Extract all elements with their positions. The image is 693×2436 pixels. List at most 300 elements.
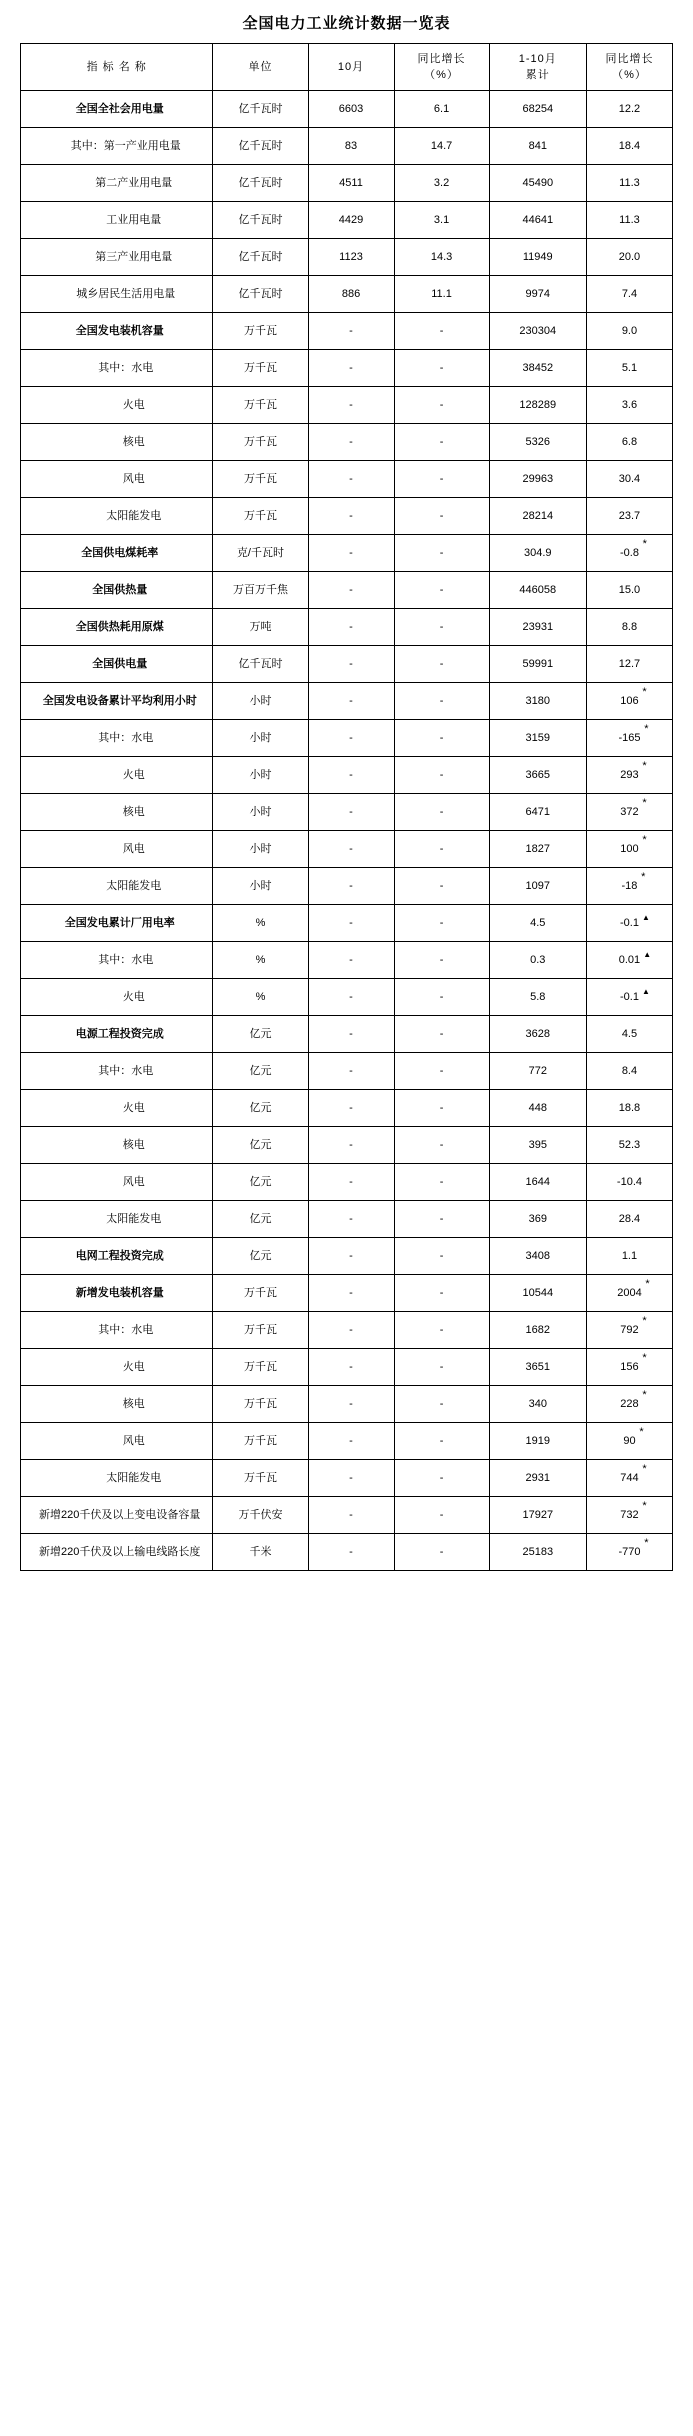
asterisk-icon: * bbox=[642, 1499, 647, 1512]
row-indicator-name: 新增发电装机容量 bbox=[21, 1275, 213, 1312]
row-month-growth: - bbox=[394, 794, 489, 831]
row-accumulated-value: 9974 bbox=[489, 276, 586, 313]
row-accumulated-value: 28214 bbox=[489, 498, 586, 535]
row-month-growth: - bbox=[394, 720, 489, 757]
row-accumulated-value: 340 bbox=[489, 1386, 586, 1423]
row-accumulated-growth bbox=[586, 868, 672, 905]
row-accumulated-growth bbox=[586, 1497, 672, 1534]
row-month-growth: - bbox=[394, 1164, 489, 1201]
row-unit: 万百万千焦 bbox=[213, 572, 308, 609]
row-month-value: - bbox=[308, 498, 394, 535]
row-month-value: - bbox=[308, 720, 394, 757]
table-row bbox=[21, 128, 673, 165]
header-month: 10月 bbox=[308, 44, 394, 91]
row-accumulated-value: 10544 bbox=[489, 1275, 586, 1312]
table-row bbox=[21, 794, 673, 831]
table-row bbox=[21, 1349, 673, 1386]
table-body bbox=[21, 91, 673, 1571]
row-month-growth: - bbox=[394, 683, 489, 720]
table-row bbox=[21, 646, 673, 683]
row-month-value: - bbox=[308, 609, 394, 646]
row-accumulated-growth-value: -18 * bbox=[621, 870, 646, 892]
row-month-value: - bbox=[308, 424, 394, 461]
row-month-growth: - bbox=[394, 535, 489, 572]
row-accumulated-growth bbox=[586, 720, 672, 757]
asterisk-icon: * bbox=[642, 796, 647, 809]
row-indicator-name: 全国供热量 bbox=[21, 572, 213, 609]
row-month-growth: - bbox=[394, 1090, 489, 1127]
row-indicator-name: 新增220千伏及以上输电线路长度 bbox=[21, 1534, 213, 1571]
table-row bbox=[21, 1053, 673, 1090]
row-accumulated-growth-value: -0.1 ▲ bbox=[619, 912, 650, 929]
row-indicator-name: 火电 bbox=[21, 757, 213, 794]
row-accumulated-growth bbox=[586, 1312, 672, 1349]
row-unit: 克/千瓦时 bbox=[213, 535, 308, 572]
row-accumulated-growth-value: 0.01 ▲ bbox=[618, 949, 652, 966]
table-row bbox=[21, 276, 673, 313]
header-month-growth-line2: （%） bbox=[424, 69, 459, 81]
row-accumulated-value: 448 bbox=[489, 1090, 586, 1127]
power-statistics-table bbox=[20, 43, 673, 1571]
row-month-growth: - bbox=[394, 757, 489, 794]
table-row bbox=[21, 1201, 673, 1238]
row-accumulated-growth-value: 1.1 bbox=[621, 1249, 638, 1262]
row-month-value: - bbox=[308, 1090, 394, 1127]
row-accumulated-value: 3665 bbox=[489, 757, 586, 794]
row-indicator-name: 火电 bbox=[21, 387, 213, 424]
row-unit: 亿千瓦时 bbox=[213, 646, 308, 683]
row-accumulated-growth-value: 18.8 bbox=[618, 1101, 641, 1114]
row-month-value: - bbox=[308, 1164, 394, 1201]
row-month-value: - bbox=[308, 794, 394, 831]
row-month-growth: - bbox=[394, 1349, 489, 1386]
row-month-value: 1123 bbox=[308, 239, 394, 276]
row-accumulated-growth bbox=[586, 831, 672, 868]
row-indicator-name: 全国供电煤耗率 bbox=[21, 535, 213, 572]
row-accumulated-growth bbox=[586, 498, 672, 535]
row-accumulated-value: 1097 bbox=[489, 868, 586, 905]
table-row bbox=[21, 498, 673, 535]
row-accumulated-growth bbox=[586, 1016, 672, 1053]
table-row bbox=[21, 905, 673, 942]
row-unit: 小时 bbox=[213, 868, 308, 905]
row-unit: 万千瓦 bbox=[213, 498, 308, 535]
row-month-value: - bbox=[308, 979, 394, 1016]
row-accumulated-value: 4.5 bbox=[489, 905, 586, 942]
row-month-value: - bbox=[308, 868, 394, 905]
row-accumulated-value: 59991 bbox=[489, 646, 586, 683]
table-row bbox=[21, 609, 673, 646]
row-month-value: - bbox=[308, 461, 394, 498]
row-unit: % bbox=[213, 979, 308, 1016]
triangle-icon: ▲ bbox=[642, 986, 650, 996]
row-unit: 亿千瓦时 bbox=[213, 165, 308, 202]
row-month-growth: - bbox=[394, 1201, 489, 1238]
row-month-value: - bbox=[308, 313, 394, 350]
row-indicator-name: 其中：水电 bbox=[21, 350, 213, 387]
row-accumulated-growth bbox=[586, 350, 672, 387]
row-accumulated-growth-value: 156 * bbox=[620, 1351, 647, 1373]
row-unit: 万千瓦 bbox=[213, 350, 308, 387]
row-accumulated-value: 3628 bbox=[489, 1016, 586, 1053]
row-month-value: 4429 bbox=[308, 202, 394, 239]
table-row bbox=[21, 1497, 673, 1534]
row-indicator-name: 风电 bbox=[21, 1423, 213, 1460]
row-accumulated-growth-value: 228 * bbox=[620, 1388, 647, 1410]
row-accumulated-value: 395 bbox=[489, 1127, 586, 1164]
row-accumulated-growth bbox=[586, 313, 672, 350]
table-row bbox=[21, 1164, 673, 1201]
row-accumulated-growth bbox=[586, 424, 672, 461]
row-month-growth: - bbox=[394, 1497, 489, 1534]
row-month-value: - bbox=[308, 831, 394, 868]
row-indicator-name: 第二产业用电量 bbox=[21, 165, 213, 202]
row-accumulated-growth-value: 15.0 bbox=[618, 583, 641, 596]
triangle-icon: ▲ bbox=[642, 912, 650, 922]
header-accumulated-line1: 1-10月 bbox=[518, 52, 557, 65]
triangle-icon: ▲ bbox=[643, 949, 652, 959]
table-row bbox=[21, 165, 673, 202]
row-accumulated-growth-value: 8.4 bbox=[621, 1064, 638, 1077]
table-row bbox=[21, 868, 673, 905]
row-accumulated-growth bbox=[586, 1423, 672, 1460]
row-accumulated-growth bbox=[586, 1053, 672, 1090]
row-indicator-name: 电源工程投资完成 bbox=[21, 1016, 213, 1053]
row-accumulated-growth bbox=[586, 461, 672, 498]
row-accumulated-growth bbox=[586, 683, 672, 720]
asterisk-icon: * bbox=[644, 1536, 649, 1549]
row-indicator-name: 全国发电装机容量 bbox=[21, 313, 213, 350]
row-month-growth: - bbox=[394, 350, 489, 387]
row-accumulated-growth-value: 52.3 bbox=[618, 1138, 641, 1151]
row-month-value: - bbox=[308, 942, 394, 979]
header-accumulated bbox=[489, 44, 586, 91]
row-month-value: - bbox=[308, 1349, 394, 1386]
row-month-value: - bbox=[308, 1238, 394, 1275]
row-accumulated-value: 29963 bbox=[489, 461, 586, 498]
row-indicator-name: 其中：水电 bbox=[21, 1053, 213, 1090]
row-accumulated-value: 45490 bbox=[489, 165, 586, 202]
row-accumulated-growth bbox=[586, 757, 672, 794]
row-accumulated-value: 1827 bbox=[489, 831, 586, 868]
row-month-growth: - bbox=[394, 868, 489, 905]
asterisk-icon: * bbox=[641, 870, 646, 883]
table-row bbox=[21, 1460, 673, 1497]
row-month-value: 83 bbox=[308, 128, 394, 165]
table-row bbox=[21, 350, 673, 387]
table-row bbox=[21, 757, 673, 794]
row-indicator-name: 全国供电量 bbox=[21, 646, 213, 683]
row-unit: 万千瓦 bbox=[213, 1423, 308, 1460]
row-accumulated-value: 1919 bbox=[489, 1423, 586, 1460]
row-unit: 亿千瓦时 bbox=[213, 239, 308, 276]
row-accumulated-growth bbox=[586, 91, 672, 128]
row-month-value: - bbox=[308, 1275, 394, 1312]
row-unit: 万千瓦 bbox=[213, 313, 308, 350]
row-indicator-name: 其中：水电 bbox=[21, 942, 213, 979]
row-accumulated-growth bbox=[586, 1090, 672, 1127]
row-month-growth: - bbox=[394, 498, 489, 535]
row-month-growth: - bbox=[394, 905, 489, 942]
asterisk-icon: * bbox=[642, 1351, 647, 1364]
row-accumulated-value: 1644 bbox=[489, 1164, 586, 1201]
row-indicator-name: 全国供热耗用原煤 bbox=[21, 609, 213, 646]
table-row bbox=[21, 1127, 673, 1164]
table-row bbox=[21, 831, 673, 868]
asterisk-icon: * bbox=[642, 1462, 647, 1475]
row-accumulated-growth-value: -0.1 ▲ bbox=[619, 986, 650, 1003]
row-accumulated-growth-value: 792 * bbox=[620, 1314, 647, 1336]
asterisk-icon: * bbox=[644, 722, 649, 735]
row-indicator-name: 全国发电累计厂用电率 bbox=[21, 905, 213, 942]
row-unit: 小时 bbox=[213, 720, 308, 757]
row-month-value: 6603 bbox=[308, 91, 394, 128]
row-indicator-name: 太阳能发电 bbox=[21, 498, 213, 535]
header-accumulated-growth bbox=[586, 44, 672, 91]
row-month-growth: - bbox=[394, 831, 489, 868]
row-month-value: - bbox=[308, 1053, 394, 1090]
header-accumulated-growth-line2: （%） bbox=[612, 69, 647, 81]
row-month-value: - bbox=[308, 1497, 394, 1534]
row-unit: 万千瓦 bbox=[213, 1460, 308, 1497]
row-month-growth: - bbox=[394, 1016, 489, 1053]
row-accumulated-growth-value: -10.4 bbox=[616, 1175, 642, 1188]
row-accumulated-growth bbox=[586, 128, 672, 165]
row-accumulated-growth-value: 12.2 bbox=[618, 102, 641, 115]
row-month-value: - bbox=[308, 387, 394, 424]
row-accumulated-value: 1682 bbox=[489, 1312, 586, 1349]
row-accumulated-growth bbox=[586, 905, 672, 942]
row-accumulated-growth-value: 30.4 bbox=[618, 472, 641, 485]
row-accumulated-growth bbox=[586, 276, 672, 313]
row-unit: 万千瓦 bbox=[213, 424, 308, 461]
row-unit: 亿元 bbox=[213, 1238, 308, 1275]
row-accumulated-growth bbox=[586, 1460, 672, 1497]
row-accumulated-value: 3651 bbox=[489, 1349, 586, 1386]
row-accumulated-growth-value: 744 * bbox=[620, 1462, 647, 1484]
row-unit: 万吨 bbox=[213, 609, 308, 646]
row-indicator-name: 火电 bbox=[21, 1349, 213, 1386]
row-accumulated-growth bbox=[586, 387, 672, 424]
row-month-growth: - bbox=[394, 979, 489, 1016]
row-month-value: - bbox=[308, 646, 394, 683]
row-unit: 亿元 bbox=[213, 1164, 308, 1201]
row-unit: 亿元 bbox=[213, 1127, 308, 1164]
row-month-growth: - bbox=[394, 461, 489, 498]
table-header bbox=[21, 44, 673, 91]
row-month-growth: - bbox=[394, 942, 489, 979]
row-unit: 小时 bbox=[213, 831, 308, 868]
row-month-growth: - bbox=[394, 646, 489, 683]
row-accumulated-value: 38452 bbox=[489, 350, 586, 387]
row-accumulated-value: 2931 bbox=[489, 1460, 586, 1497]
row-accumulated-growth-value: 372 * bbox=[620, 796, 647, 818]
row-accumulated-growth-value: 12.7 bbox=[618, 657, 641, 670]
row-month-value: 886 bbox=[308, 276, 394, 313]
table-row bbox=[21, 942, 673, 979]
table-row bbox=[21, 461, 673, 498]
row-accumulated-value: 11949 bbox=[489, 239, 586, 276]
row-accumulated-value: 0.3 bbox=[489, 942, 586, 979]
row-unit: 亿元 bbox=[213, 1201, 308, 1238]
row-accumulated-growth bbox=[586, 609, 672, 646]
row-indicator-name: 火电 bbox=[21, 1090, 213, 1127]
row-indicator-name: 风电 bbox=[21, 461, 213, 498]
row-accumulated-growth-value: 2004 * bbox=[617, 1277, 650, 1299]
row-accumulated-value: 3159 bbox=[489, 720, 586, 757]
row-unit: 亿千瓦时 bbox=[213, 128, 308, 165]
row-accumulated-value: 25183 bbox=[489, 1534, 586, 1571]
row-accumulated-growth-value: 11.3 bbox=[619, 176, 640, 189]
row-month-growth: - bbox=[394, 1238, 489, 1275]
row-month-value: - bbox=[308, 1016, 394, 1053]
row-accumulated-growth-value: 3.6 bbox=[621, 398, 638, 411]
row-month-growth: - bbox=[394, 313, 489, 350]
row-unit: 万千伏安 bbox=[213, 1497, 308, 1534]
row-indicator-name: 火电 bbox=[21, 979, 213, 1016]
row-accumulated-value: 772 bbox=[489, 1053, 586, 1090]
row-month-value: - bbox=[308, 905, 394, 942]
row-indicator-name: 工业用电量 bbox=[21, 202, 213, 239]
asterisk-icon: * bbox=[642, 759, 647, 772]
header-row bbox=[21, 44, 673, 91]
row-indicator-name: 第三产业用电量 bbox=[21, 239, 213, 276]
row-unit: 万千瓦 bbox=[213, 461, 308, 498]
row-month-growth: 14.7 bbox=[394, 128, 489, 165]
row-accumulated-growth-value: 293 * bbox=[620, 759, 647, 781]
row-accumulated-value: 304.9 bbox=[489, 535, 586, 572]
row-month-value: - bbox=[308, 1534, 394, 1571]
table-row bbox=[21, 202, 673, 239]
row-month-growth: - bbox=[394, 424, 489, 461]
row-month-growth: 3.2 bbox=[394, 165, 489, 202]
row-indicator-name: 核电 bbox=[21, 794, 213, 831]
table-row bbox=[21, 424, 673, 461]
row-unit: 亿千瓦时 bbox=[213, 91, 308, 128]
header-month-growth bbox=[394, 44, 489, 91]
row-accumulated-growth bbox=[586, 572, 672, 609]
asterisk-icon: * bbox=[642, 1314, 647, 1327]
asterisk-icon: * bbox=[642, 685, 647, 698]
table-row bbox=[21, 1534, 673, 1571]
row-accumulated-growth bbox=[586, 1386, 672, 1423]
row-accumulated-growth bbox=[586, 202, 672, 239]
row-month-growth: 14.3 bbox=[394, 239, 489, 276]
row-month-growth: 3.1 bbox=[394, 202, 489, 239]
row-unit: % bbox=[213, 905, 308, 942]
row-accumulated-growth-value: 4.5 bbox=[621, 1027, 638, 1040]
row-month-growth: - bbox=[394, 387, 489, 424]
table-row bbox=[21, 1238, 673, 1275]
table-row bbox=[21, 1386, 673, 1423]
row-accumulated-value: 44641 bbox=[489, 202, 586, 239]
row-month-growth: 6.1 bbox=[394, 91, 489, 128]
table-row bbox=[21, 1016, 673, 1053]
row-accumulated-growth-value: 7.4 bbox=[621, 287, 638, 300]
row-indicator-name: 太阳能发电 bbox=[21, 868, 213, 905]
row-indicator-name: 核电 bbox=[21, 424, 213, 461]
header-accumulated-line2: 累计 bbox=[525, 69, 550, 81]
row-accumulated-growth-value: 28.4 bbox=[618, 1212, 641, 1225]
row-accumulated-growth bbox=[586, 979, 672, 1016]
row-month-value: - bbox=[308, 1127, 394, 1164]
table-row bbox=[21, 1275, 673, 1312]
row-unit: 小时 bbox=[213, 683, 308, 720]
row-accumulated-growth-value: 8.8 bbox=[621, 620, 638, 633]
table-row bbox=[21, 313, 673, 350]
row-month-value: - bbox=[308, 1423, 394, 1460]
asterisk-icon: * bbox=[642, 1388, 647, 1401]
row-accumulated-growth-value: 106 * bbox=[620, 685, 647, 707]
row-unit: 亿元 bbox=[213, 1090, 308, 1127]
row-accumulated-value: 5.8 bbox=[489, 979, 586, 1016]
row-month-growth: - bbox=[394, 1275, 489, 1312]
row-accumulated-value: 3408 bbox=[489, 1238, 586, 1275]
row-month-value: 4511 bbox=[308, 165, 394, 202]
row-unit: 亿千瓦时 bbox=[213, 276, 308, 313]
row-unit: 小时 bbox=[213, 757, 308, 794]
row-indicator-name: 新增220千伏及以上变电设备容量 bbox=[21, 1497, 213, 1534]
page-title: 全国电力工业统计数据一览表 bbox=[242, 15, 451, 32]
row-unit: 亿元 bbox=[213, 1053, 308, 1090]
row-accumulated-value: 446058 bbox=[489, 572, 586, 609]
row-month-growth: - bbox=[394, 1386, 489, 1423]
row-accumulated-growth bbox=[586, 646, 672, 683]
asterisk-icon: * bbox=[642, 537, 647, 550]
row-month-growth: - bbox=[394, 572, 489, 609]
row-month-growth: - bbox=[394, 1127, 489, 1164]
asterisk-icon: * bbox=[639, 1425, 644, 1438]
row-accumulated-growth-value: -0.8 * bbox=[619, 537, 647, 559]
row-accumulated-growth-value: 90 * bbox=[623, 1425, 644, 1447]
table-row bbox=[21, 387, 673, 424]
row-indicator-name: 风电 bbox=[21, 1164, 213, 1201]
row-accumulated-growth bbox=[586, 1534, 672, 1571]
row-accumulated-growth-value: -770 * bbox=[618, 1536, 649, 1558]
row-accumulated-growth-value: 732 * bbox=[620, 1499, 647, 1521]
row-accumulated-growth-value: 20.0 bbox=[618, 250, 641, 263]
row-month-value: - bbox=[308, 535, 394, 572]
row-accumulated-value: 369 bbox=[489, 1201, 586, 1238]
row-unit: 千米 bbox=[213, 1534, 308, 1571]
row-month-growth: 11.1 bbox=[394, 276, 489, 313]
row-accumulated-growth bbox=[586, 239, 672, 276]
header-indicator-name: 指 标 名 称 bbox=[21, 44, 213, 91]
row-unit: 万千瓦 bbox=[213, 387, 308, 424]
row-unit: 亿元 bbox=[213, 1016, 308, 1053]
row-indicator-name: 其中：水电 bbox=[21, 1312, 213, 1349]
row-month-value: - bbox=[308, 683, 394, 720]
row-accumulated-value: 17927 bbox=[489, 1497, 586, 1534]
row-month-value: - bbox=[308, 572, 394, 609]
row-unit: % bbox=[213, 942, 308, 979]
row-month-value: - bbox=[308, 350, 394, 387]
row-accumulated-growth-value: 100 * bbox=[620, 833, 647, 855]
row-indicator-name: 太阳能发电 bbox=[21, 1460, 213, 1497]
table-row bbox=[21, 1090, 673, 1127]
row-unit: 亿千瓦时 bbox=[213, 202, 308, 239]
row-accumulated-growth bbox=[586, 1349, 672, 1386]
table-row bbox=[21, 91, 673, 128]
row-accumulated-value: 23931 bbox=[489, 609, 586, 646]
row-accumulated-growth bbox=[586, 1127, 672, 1164]
row-accumulated-growth bbox=[586, 794, 672, 831]
row-accumulated-growth bbox=[586, 165, 672, 202]
row-month-value: - bbox=[308, 1201, 394, 1238]
row-month-growth: - bbox=[394, 1423, 489, 1460]
table-row bbox=[21, 720, 673, 757]
row-accumulated-value: 3180 bbox=[489, 683, 586, 720]
